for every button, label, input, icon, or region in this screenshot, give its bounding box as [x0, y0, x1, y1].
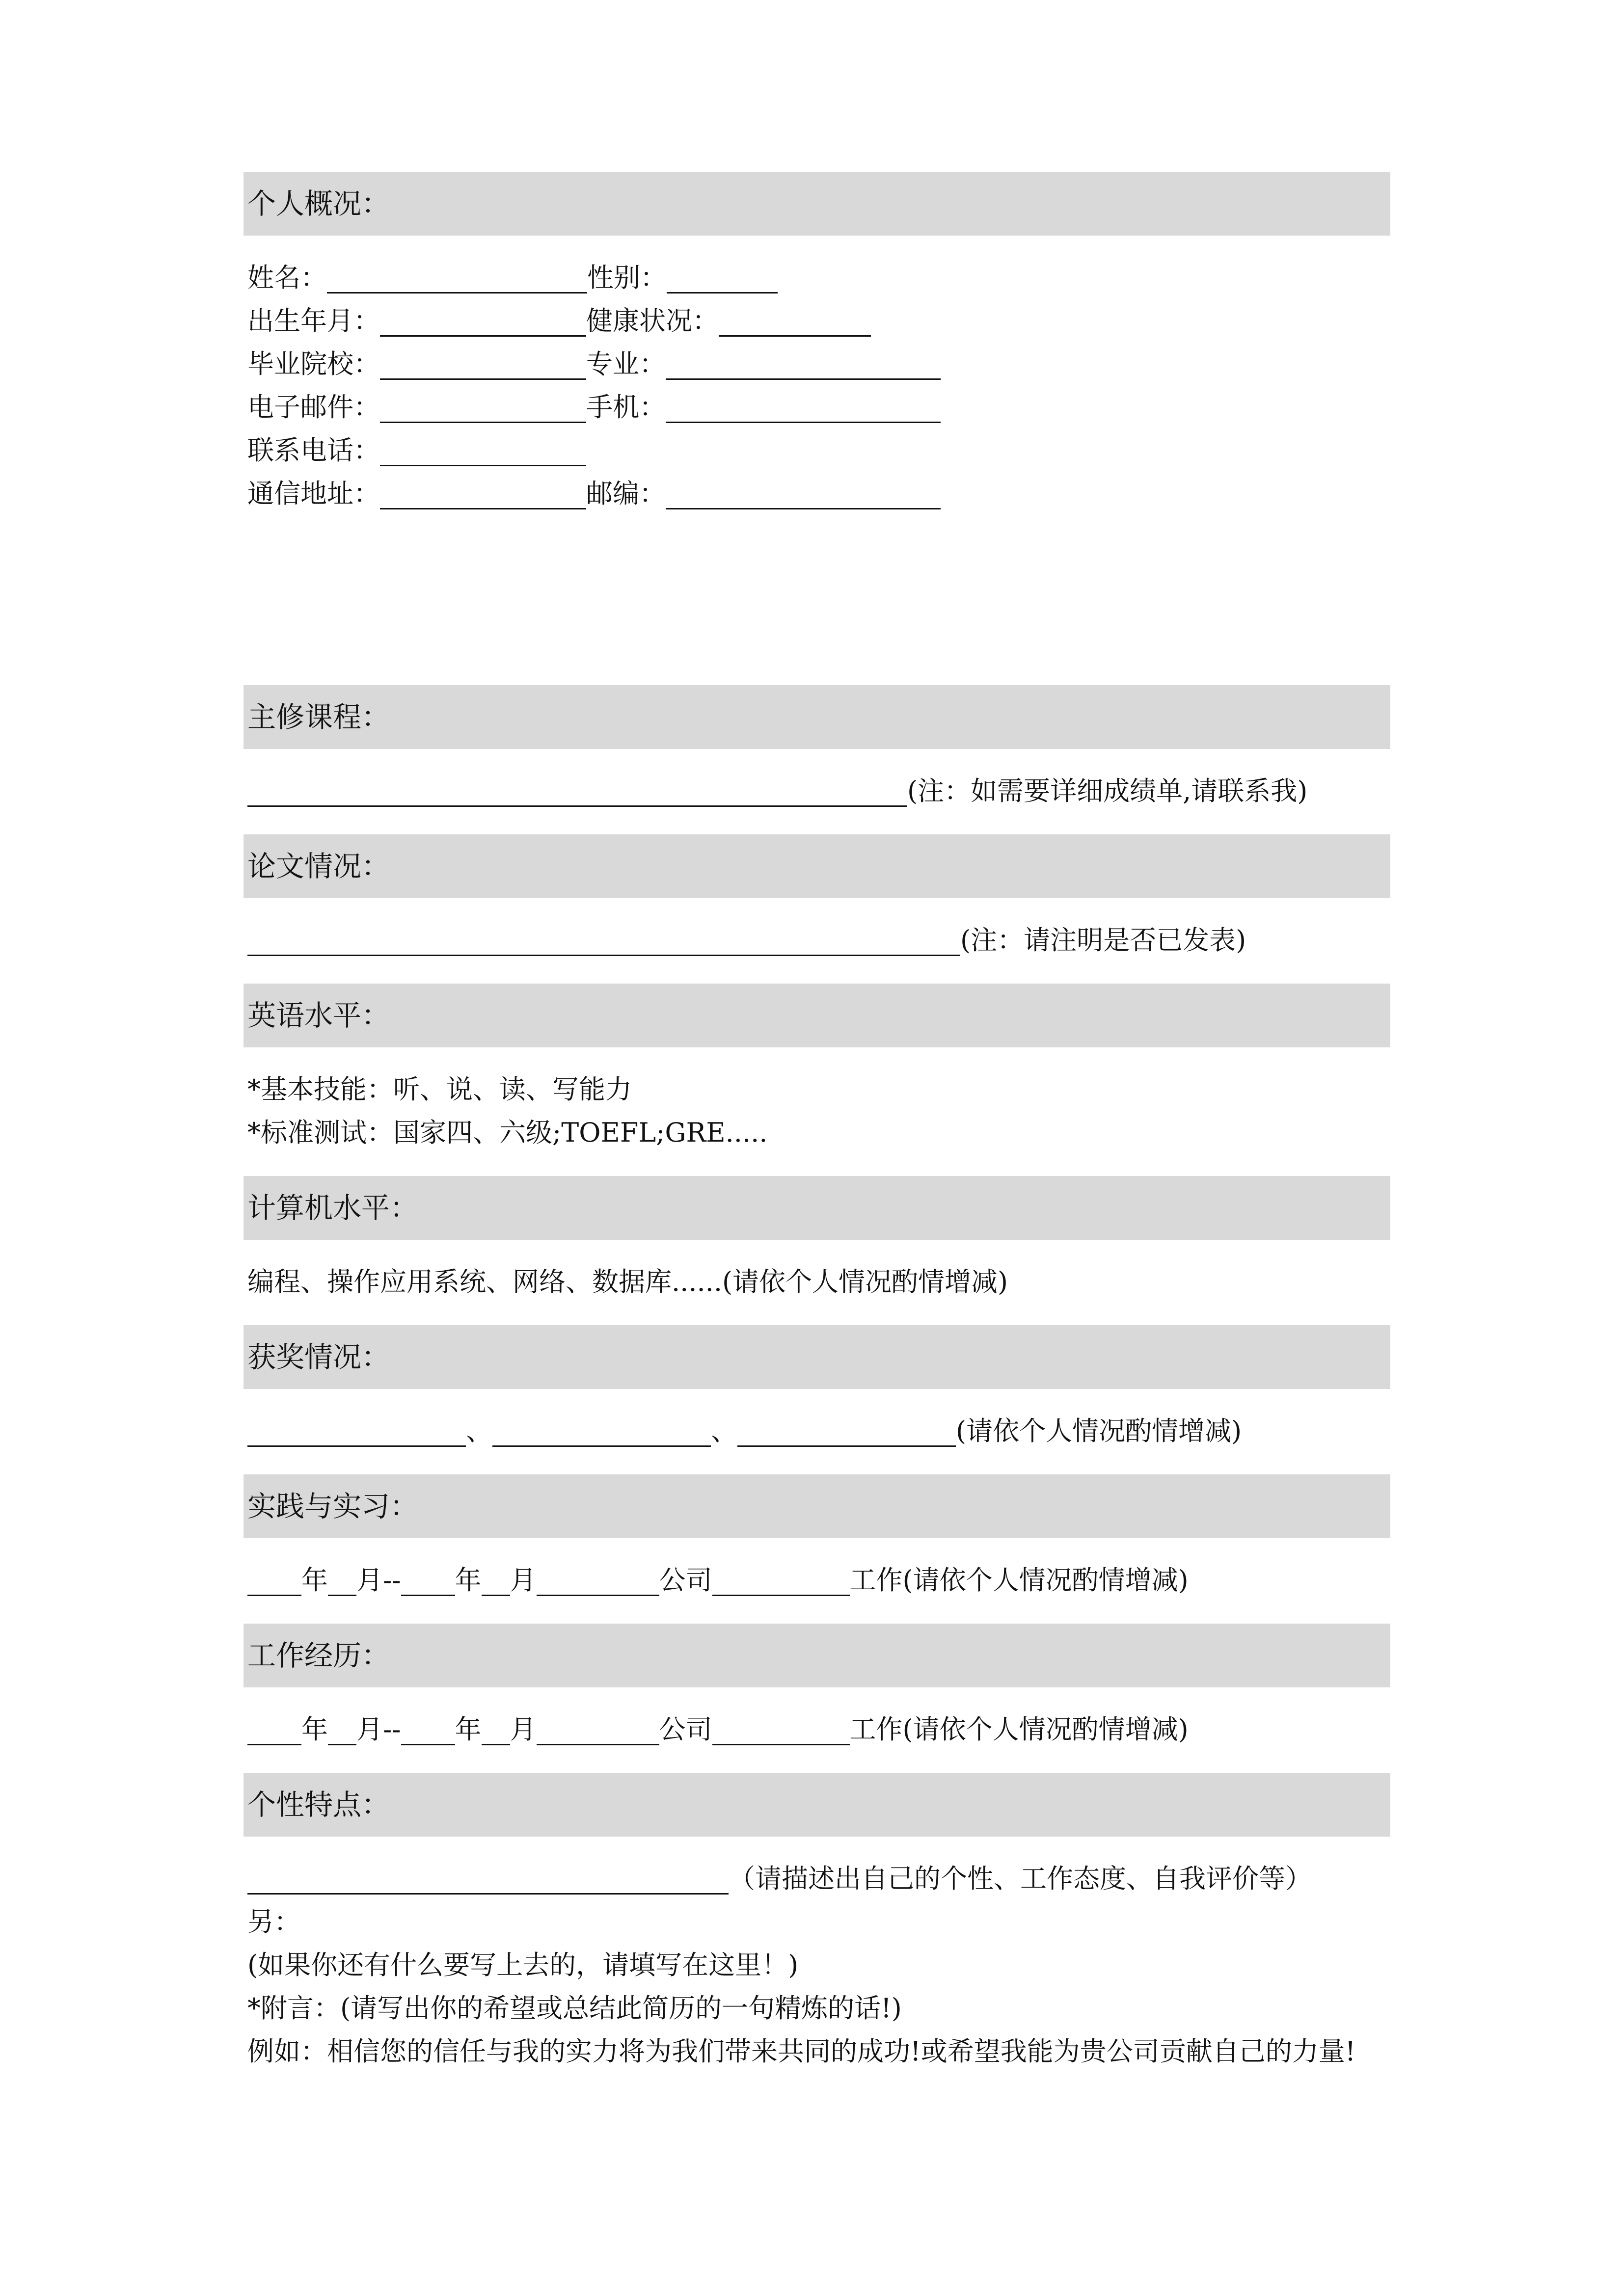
award-field-2[interactable] [492, 1413, 711, 1447]
personality-note: （请描述出自己的个性、工作态度、自我评价等） [729, 1863, 1312, 1894]
example-line: 例如：相信您的信任与我的实力将为我们带来共同的成功!或希望我能为贵公司贡献自己的力量! [247, 2036, 1356, 2067]
thesis-note: (注：请注明是否已发表) [960, 925, 1246, 956]
work-company-field[interactable] [537, 1711, 659, 1745]
practice-start-month-field[interactable] [328, 1562, 356, 1596]
courses-note: (注：如需要详细成绩单,请联系我) [907, 775, 1308, 806]
major-label: 专业： [586, 348, 666, 379]
work-work-field[interactable] [712, 1711, 850, 1745]
zip-label: 邮编： [586, 478, 666, 509]
work-month1-text: 月-- [356, 1714, 401, 1745]
thesis-field[interactable] [247, 922, 960, 956]
address-zip-row [247, 472, 941, 515]
award-separator-1: 、 [466, 1415, 492, 1446]
section-header-personality: 个性特点： [244, 1773, 1390, 1837]
personality-row [247, 1857, 1312, 1900]
work-start-year-field[interactable] [247, 1711, 301, 1745]
email-mobile-row [247, 386, 941, 429]
health-label: 健康状况： [586, 305, 719, 336]
practice-month2-text: 月 [510, 1565, 537, 1596]
name-gender-row [247, 256, 778, 299]
phone-row [247, 429, 586, 472]
section-header-courses: 主修课程： [244, 685, 1390, 749]
practice-month1-text: 月-- [356, 1565, 401, 1596]
award-separator-2: 、 [711, 1415, 737, 1446]
courses-field[interactable] [247, 773, 907, 807]
major-field[interactable] [666, 346, 941, 380]
mobile-label: 手机： [586, 392, 666, 423]
birth-field[interactable] [380, 303, 586, 337]
practice-company-field[interactable] [537, 1562, 659, 1596]
computer-line: 编程、操作应用系统、网络、数据库......(请依个人情况酌情增减) [247, 1266, 1008, 1297]
practice-company-text: 公司 [659, 1565, 712, 1596]
section-header-practice: 实践与实习： [244, 1474, 1390, 1538]
school-field[interactable] [380, 346, 586, 380]
practice-end-month-field[interactable] [482, 1562, 510, 1596]
section-header-personal: 个人概况： [244, 172, 1390, 236]
work-row [247, 1708, 1189, 1751]
name-label: 姓名： [247, 262, 327, 293]
zip-field[interactable] [666, 476, 941, 509]
award-field-1[interactable] [247, 1413, 466, 1447]
email-field[interactable] [380, 389, 586, 423]
section-header-awards: 获奖情况： [244, 1325, 1390, 1389]
personality-field[interactable] [247, 1861, 729, 1895]
work-start-month-field[interactable] [328, 1711, 356, 1745]
work-year2-text: 年 [455, 1714, 482, 1745]
awards-note: (请依个人情况酌情增减) [956, 1415, 1242, 1446]
mobile-field[interactable] [666, 389, 941, 423]
phone-field[interactable] [380, 432, 586, 466]
work-end-month-field[interactable] [482, 1711, 510, 1745]
english-test-line: *标准测试：国家四、六级;TOEFL;GRE..... [247, 1117, 768, 1148]
practice-start-year-field[interactable] [247, 1562, 301, 1596]
birth-health-row [247, 299, 871, 343]
practice-work-field[interactable] [712, 1562, 850, 1596]
section-header-thesis: 论文情况： [244, 834, 1390, 898]
postscript-line: *附言：(请写出你的希望或总结此简历的一句精炼的话!) [247, 1993, 902, 2024]
section-header-english: 英语水平： [244, 984, 1390, 1047]
name-field[interactable] [327, 260, 587, 294]
section-header-work: 工作经历： [244, 1624, 1390, 1687]
work-work-note: 工作(请依个人情况酌情增减) [849, 1714, 1189, 1745]
thesis-row [247, 919, 1246, 962]
work-company-text: 公司 [659, 1714, 712, 1745]
address-label: 通信地址： [247, 478, 380, 509]
birth-label: 出生年月： [247, 305, 380, 336]
practice-work-note: 工作(请依个人情况酌情增减) [849, 1565, 1189, 1596]
address-field[interactable] [380, 476, 586, 509]
other-note-line: (如果你还有什么要写上去的，请填写在这里！) [247, 1949, 799, 1980]
school-major-row [247, 343, 941, 386]
english-skill-line: *基本技能：听、说、读、写能力 [247, 1074, 632, 1105]
section-header-computer: 计算机水平： [244, 1176, 1390, 1240]
work-month2-text: 月 [510, 1714, 537, 1745]
practice-row [247, 1559, 1189, 1602]
award-field-3[interactable] [737, 1413, 956, 1447]
gender-field[interactable] [667, 260, 778, 294]
phone-label: 联系电话： [247, 435, 380, 466]
work-end-year-field[interactable] [401, 1711, 455, 1745]
health-field[interactable] [719, 303, 871, 337]
courses-row [247, 770, 1307, 813]
school-label: 毕业院校： [247, 348, 380, 379]
practice-year2-text: 年 [455, 1565, 482, 1596]
gender-label: 性别： [587, 262, 667, 293]
practice-end-year-field[interactable] [401, 1562, 455, 1596]
other-line: 另： [247, 1906, 300, 1937]
email-label: 电子邮件： [247, 392, 380, 423]
awards-row [247, 1410, 1242, 1453]
work-year1-text: 年 [301, 1714, 328, 1745]
practice-year1-text: 年 [301, 1565, 328, 1596]
